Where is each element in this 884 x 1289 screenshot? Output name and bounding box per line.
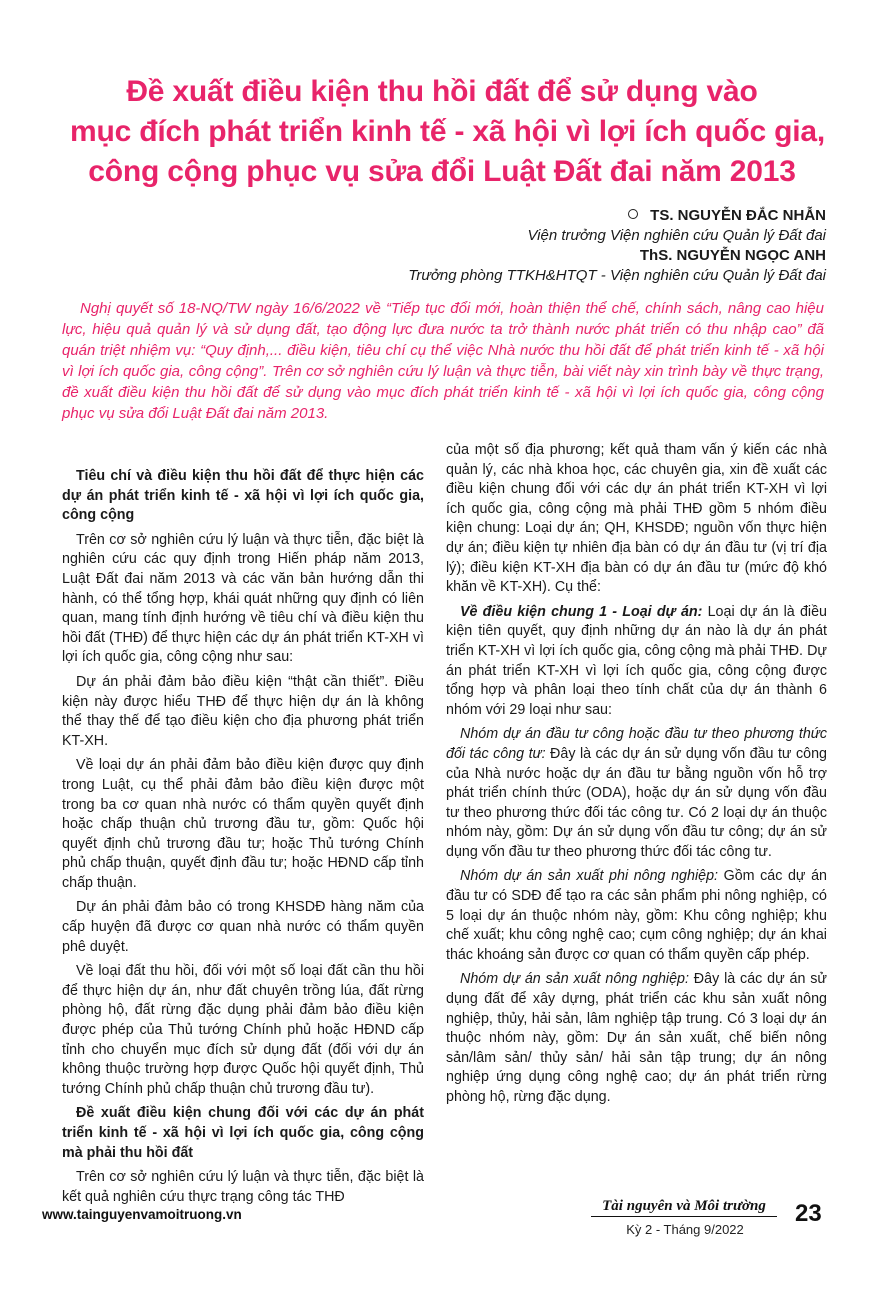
paragraph [446,603,827,721]
abstract: Nghị quyết số 18-NQ/TW ngày 16/6/2022 về “Tiếp tục đổi mới, hoàn thiện thể chế, chính sách, nâng cao hiệu lực, hiệu quả quản lý và sử dụng đất, tạo động lực đưa nước ta trở thành nước phát triển có thu nhập cao” đã quán triệt nhiệm vụ: “Quy định,... điều kiện, tiêu chí cụ thể việc Nhà nước thu hồi đất để phát triển kinh tế - xã hội vì lợi ích quốc gia, công cộng”. Trên cơ sở nghiên cứu lý luận và thực tiễn, bài viết này xin trình bày về thực trạng, đề xuất điều kiện thu hồi đất để sử dụng vào mục đích phát triển kinh tế - xã hội vì lợi ích quốc gia, công cộng phục vụ sửa đổi Luật Đất đai năm 2013. [62,300,824,422]
author2-name: ThS. NGUYỄN NGỌC ANH [639,247,826,264]
paragraph-body: Loại dự án là điều kiện tiên quyết, quy định những dự án nào là dự án phát triển KT-XH vì lợi ích quốc gia, công cộng mà phải THĐ. Dự án phát triển KT-XH vì lợi ích quốc gia, công cộng được tổng hợp và phân loại theo tính chất của dự án thành 6 nhóm với 29 loại như sau: [446,603,827,718]
section-heading: Tiêu chí và điều kiện thu hồi đất để thực hiện các dự án phát triển kinh tế - xã hội vì lợi ích quốc gia, công cộng [62,468,424,524]
paragraph-lead: Nhóm dự án sản xuất nông nghiệp: [460,971,689,988]
title-line-3: công cộng phục vụ sửa đổi Luật Đất đai năm 2013 [88,155,796,188]
paragraph-lead: Nhóm dự án sản xuất phi nông nghiệp: [460,868,718,885]
footer-website: www.tainguyenvamoitruong.vn [42,1207,242,1222]
author1-role: Viện trưởng Viện nghiên cứu Quản lý Đất đai [527,227,826,244]
author2-role: Trưởng phòng TTKH&HTQT - Viện nghiên cứu Quản lý Đất đai [408,267,826,284]
paragraph: Dự án phải đảm bảo có trong KHSDĐ hàng năm của cấp huyện đã được cơ quan nhà nước có thẩm quyền phê duyệt. [62,899,424,955]
paragraph-body: Đây là các dự án sử dụng đất để xây dựng, phát triển các khu sản xuất nông nghiệp, thủy, hải sản, lâm nghiệp tập trung. Có 3 loại dự án thuộc nhóm này, gồm: Dự án sản xuất, chế biến nông sản/lâm sản/ thủy sản/ hải sản tập trung; dự án nông nghiệp ứng dụng công nghệ cao; dự án phát triển rừng phòng hộ, rừng đặc dụng. [446,971,828,1105]
section-heading: Đề xuất điều kiện chung đối với các dự án phát triển kinh tế - xã hội vì lợi ích quốc gia, công cộng mà phải thu hồi đất [62,1105,424,1161]
author1-name: TS. NGUYỄN ĐẮC NHẪN [650,207,826,224]
paragraph-body: Đây là các dự án sử dụng vốn đầu tư công của Nhà nước hoặc dự án đầu tư bằng nguồn vốn hỗ trợ phát triển chính thức (ODA), hoặc dự án sử dụng vốn đầu tư theo phương thức đối tác công tư. Có 2 loại dự án thuộc nhóm này, gồm: Dự án sử dụng vốn đầu tư công; dự án sử dụng vốn đầu tư theo phương thức đối tác công tư. [446,745,827,860]
article-title [70,72,826,192]
page-number: 23 [795,1200,822,1227]
bullet-icon [628,209,638,219]
left-column [62,467,424,1212]
paragraph [446,970,827,1107]
paragraph-lead: Nhóm dự án đầu tư công hoặc đầu tư theo phương thức đối tác công tư: [446,726,827,762]
paragraph: Trên cơ sở nghiên cứu lý luận và thực tiễn, đặc biệt là nghiên cứu các quy định trong Hiến pháp năm 2013, Luật Đất đai năm 2013 và các văn bản hướng dẫn thi hành, có thể tổng hợp, khái quát những quy định có liên quan, mang tính định hướng về tiêu chí và điều kiện thu hồi đất (THĐ) để thực hiện các dự án phát triển KT-XH vì lợi ích quốc gia, công cộng như sau: [62,531,424,666]
footer-magazine-title: Tài nguyên và Môi trường [591,1198,777,1217]
paragraph-body: Gồm các dự án đầu tư có SDĐ để tạo ra các sản phẩm phi nông nghiệp, có 5 loại dự án thuộc nhóm này, gồm: Khu công nghiệp; khu chế xuất; khu công nghệ cao; cụm công nghiệp; dự án khai thác khoáng sản được cơ quan có thẩm quyền cấp phép. [446,868,827,963]
paragraph [446,867,827,965]
paragraph: Trên cơ sở nghiên cứu lý luận và thực tiễn, đặc biệt là kết quả nghiên cứu thực trạng công tác THĐ [62,1169,424,1205]
paragraph-lead: Về điều kiện chung 1 - Loại dự án: [460,603,703,620]
paragraph: Về loại dự án phải đảm bảo điều kiện được quy định trong Luật, cụ thể phải đảm bảo điều kiện được một trong ba cơ quan nhà nước có thẩm quyền quyết định hoặc chấp thuận chủ trương đầu tư, gồm: Quốc hội quyết định chủ trương đầu tư; hoặc Thủ tướng Chính phủ chấp thuận, quyết định đầu tư; hoặc HĐND cấp tỉnh chấp thuận. [62,757,424,891]
paragraph: Dự án phải đảm bảo điều kiện “thật cần thiết”. Điều kiện này được hiểu THĐ để thực hiện dự án là không thể thay thế để tạo điều kiện cho địa phương phát triển KT-XH. [62,673,424,749]
title-line-1: Đề xuất điều kiện thu hồi đất để sử dụng vào [126,75,758,108]
right-column [446,441,827,1113]
author-block [408,206,826,286]
paragraph: của một số địa phương; kết quả tham vấn ý kiến các nhà quản lý, các nhà khoa học, các chuyên gia, xin đề xuất các điều kiện chung đối với các dự án phát triển KT-XH vì lợi ích quốc gia, công cộng mà phải THĐ gồm 5 nhóm điều kiện chung: Loại dự án; QH, KHSDĐ; nguồn vốn thực hiện dự án; điều kiện tự nhiên địa bàn có dự án đầu tư (vị trí địa lý); điều kiện KT-XH địa bàn có dự án đầu tư (mức độ khó khăn về KT-XH). Cụ thể: [446,442,827,596]
footer-issue: Kỳ 2 - Tháng 9/2022 [626,1222,744,1237]
title-line-2: mục đích phát triển kinh tế - xã hội vì lợi ích quốc gia, [70,115,826,148]
paragraph [446,725,827,862]
paragraph: Về loại đất thu hồi, đối với một số loại đất cần thu hồi để thực hiện dự án, như đất chuyên trồng lúa, đất rừng phòng hộ, đất rừng đặc dụng phải đảm bảo điều kiện được phép của Thủ tướng Chính phủ hoặc HĐND cấp tỉnh cho chuyển mục đích sử dụng đất (đối với dự án không thuộc trường hợp được Quốc hội quyết định, Thủ tướng Chính phủ chấp thuận chủ trương đầu tư). [62,963,424,1097]
